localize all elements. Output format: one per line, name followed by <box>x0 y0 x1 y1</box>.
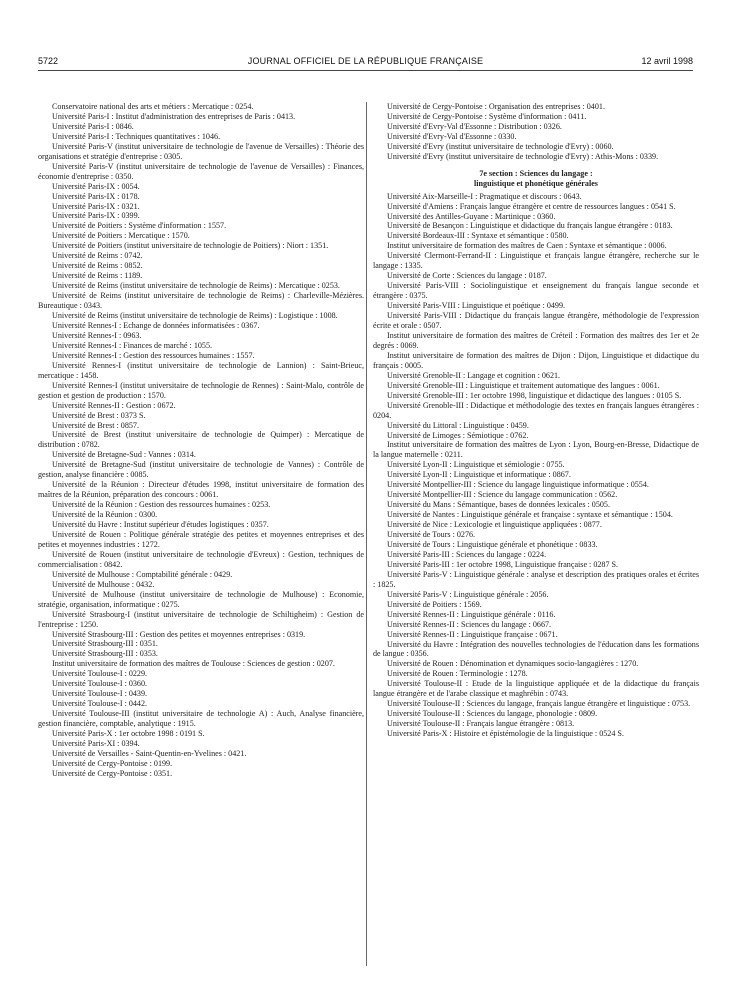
issue-date: 12 avril 1998 <box>641 56 693 66</box>
list-item: Université de la Réunion : 0300. <box>52 510 158 520</box>
journal-title: JOURNAL OFFICIEL DE LA RÉPUBLIQUE FRANÇAISE <box>247 56 484 66</box>
list-item: Université Paris-I : 0846. <box>52 121 134 131</box>
list-item: Université Montpellier-III : Science du langage communication : 0562. <box>387 490 618 500</box>
list-item: Université d'Evry (institut universitaire de technologie d'Evry) : 0060. <box>387 141 614 151</box>
list-item: Université Rennes-I (institut universitaire de technologie de Rennes) : Saint-Malo, contrôle de gestion et gestion de production : 1570. <box>38 380 364 400</box>
list-item: Université Toulouse-I : 0439. <box>52 689 148 699</box>
list-item: Université de Reims (institut universitaire de technologie de Reims) : Logistique : 1008. <box>52 311 338 321</box>
list-item: Université Paris-I : Institut d'administration des entreprises de Paris : 0413. <box>52 111 296 121</box>
list-item: Université Rennes-I : Finances de marché : 1055. <box>52 340 213 350</box>
list-item: Université Rennes-II : Linguistique générale : 0116. <box>387 609 556 619</box>
list-item: Université Rennes-I (institut universitaire de technologie de Lannion) : Saint-Brieuc, mercatique : 1458. <box>38 360 364 380</box>
list-item: Université de Reims : 0742. <box>52 251 143 261</box>
list-item: Université de Rouen : Dénomination et dynamiques socio-langagières : 1270. <box>387 659 639 669</box>
list-item: Université Lyon-II : Linguistique et sémiologie : 0755. <box>387 460 565 470</box>
list-item: Université du Havre : Institut supérieur d'études logistiques : 0357. <box>52 520 269 530</box>
list-item: Université d'Evry (institut universitaire de technologie d'Evry) : Athis-Mons : 0339. <box>387 151 659 161</box>
list-item: Université de Bretagne-Sud : Vannes : 0314. <box>52 450 196 460</box>
list-item: Université Paris-V : Linguistique générale : analyse et description des pratiques orales et écrites : 1825. <box>373 569 699 589</box>
list-item: Université Montpellier-III : Science du langage linguistique informatique : 0554. <box>387 480 649 490</box>
list-item: Université de Reims : 1189. <box>52 271 143 281</box>
list-item: Université de Cergy-Pontoise : Organisation des entreprises : 0401. <box>387 102 605 111</box>
list-item: Université de Cergy-Pontoise : 0351. <box>52 768 173 778</box>
list-item: Université de Rouen : Politique générale stratégie des petites et moyennes entreprises et des petites et moyennes industries : 1272. <box>38 529 364 549</box>
left-column <box>38 102 364 779</box>
list-item: Université de Cergy-Pontoise : Système d'information : 0411. <box>387 111 587 121</box>
list-item: Université Paris-VIII : Linguistique et poétique : 0499. <box>387 301 566 311</box>
list-item: Université Paris-III : 1er octobre 1998, Linguistique française : 0287 S. <box>387 559 619 569</box>
list-item: Université de Corte : Sciences du langage : 0187. <box>387 271 547 281</box>
list-item: Université de la Réunion : Directeur d'études 1998, institut universitaire de formation des maîtres de la Réunion, préparation des concours : 0061. <box>38 480 364 500</box>
list-item: Université de Nice : Lexicologie et linguistique appliquées : 0877. <box>387 520 602 530</box>
list-item: Université de Besançon : Linguistique et didactique du français langue étrangère : 0183. <box>387 221 673 231</box>
list-item: Université de Reims (institut universitaire de technologie de Reims) : Charleville-Mézières. Bureautique : 0343. <box>38 291 364 311</box>
list-item: Université d'Evry-Val d'Essonne : 0330. <box>387 131 517 141</box>
list-item: Université de Poitiers (institut universitaire de technologie de Poitiers) : Niort : 1351. <box>52 241 329 251</box>
list-item: Institut universitaire de formation des maîtres de Caen : Syntaxe et sémantique : 0006. <box>387 241 667 251</box>
list-item: Conservatoire national des arts et métiers : Mercatique : 0254. <box>52 102 254 111</box>
list-item: Université du Havre : Intégration des nouvelles technologies de l'éducation dans les formations de langue : 0356. <box>373 639 699 659</box>
list-item: Université Paris-V (institut universitaire de technologie de l'avenue de Versailles) : Finances, économie d'entreprise : 0350. <box>38 161 364 181</box>
list-item: Université Rennes-II : Gestion : 0672. <box>52 400 176 410</box>
list-item: Institut universitaire de formation des maîtres de Lyon : Lyon, Bourg-en-Bresse, Didactique de la langue maternelle : 0211. <box>373 440 699 460</box>
section-heading-line1: 7e section : Sciences du langage : <box>479 168 593 178</box>
list-item: Université Paris-III : Sciences du langage : 0224. <box>387 549 547 559</box>
list-item: Institut universitaire de formation des maîtres de Dijon : Dijon, Linguistique et didactique du français : 0005. <box>373 350 699 370</box>
list-item: Université Aix-Marseille-I : Pragmatique et discours : 0643. <box>387 191 582 201</box>
list-item: Université Toulouse-II : Sciences du langage, phonologie : 0809. <box>387 709 598 719</box>
list-item: Université d'Amiens : Français langue étrangère et centre de ressources langues : 0541 S. <box>387 201 676 211</box>
list-item: Université de Limoges : Sémiotique : 0762. <box>387 430 529 440</box>
page-header <box>38 56 693 70</box>
list-item: Université Paris-I : Techniques quantitatives : 1046. <box>52 131 221 141</box>
right-column-top-entries <box>373 102 699 162</box>
right-column <box>373 102 699 739</box>
list-item: Université Grenoble-III : 1er octobre 1998, linguistique et didactique des langues : 0105 S. <box>387 390 682 400</box>
list-item: Université Toulouse-II : Sciences du langage, français langue étrangère et linguistique : 0753. <box>387 699 691 709</box>
list-item: Université Paris-VIII : Didactique du français langue étrangère, méthodologie de l'expression écrite et orale : 0507. <box>373 311 699 331</box>
list-item: Université Paris-XI : 0394. <box>52 739 140 748</box>
list-item: Université de Brest (institut universitaire de technologie de Quimper) : Mercatique de distribution : 0782. <box>38 430 364 450</box>
list-item: Université Toulouse-I : 0360. <box>52 679 148 689</box>
list-item: Université de Bretagne-Sud (institut universitaire de technologie de Vannes) : Contrôle de gestion, analyse financière : 0085. <box>38 460 364 480</box>
list-item: Université de Cergy-Pontoise : 0199. <box>52 758 173 768</box>
list-item: Université de Brest : 0373 S. <box>52 410 146 420</box>
list-item: Université des Antilles-Guyane : Martinique : 0360. <box>387 211 556 221</box>
list-item: Université Grenoble-III : Linguistique et traitement automatique des langues : 0061. <box>387 380 660 390</box>
list-item: Université de Brest : 0857. <box>52 420 139 430</box>
list-item: Université Rennes-I : Gestion des ressources humaines : 1557. <box>52 350 255 360</box>
list-item: Université de Mulhouse : 0432. <box>52 579 155 589</box>
list-item: Université du Mans : Sémantique, bases de données lexicales : 0505. <box>387 500 610 510</box>
list-item: Université Grenoble-II : Langage et cognition : 0621. <box>387 370 561 380</box>
list-item: Université Toulouse-III (institut universitaire de technologie A) : Auch, Analyse financière, gestion financière, comptable, analytique : 1915. <box>38 709 364 729</box>
list-item: Université Rennes-I : 0963. <box>52 330 142 340</box>
list-item: Institut universitaire de formation des maîtres de Créteil : Formation des maîtres des 1er et 2e degrés : 0069. <box>373 330 699 350</box>
right-column-bottom-entries <box>373 192 699 739</box>
list-item: Université Paris-VIII : Sociolinguistique et enseignement du français langue seconde et étrangère : 0375. <box>373 281 699 301</box>
list-item: Université Paris-IX : 0321. <box>52 201 140 211</box>
list-item: Université Grenoble-III : Didactique et méthodologie des textes en français langues étrangères : 0204. <box>373 400 699 420</box>
list-item: Université Lyon-II : Linguistique et informatique : 0867. <box>387 470 571 480</box>
list-item: Université de Tours : 0276. <box>387 530 476 540</box>
list-item: Université Paris-X : 1er octobre 1998 : 0191 S. <box>52 729 205 739</box>
list-item: Université Paris-V : Linguistique générale : 2056. <box>387 589 549 599</box>
section-heading <box>373 169 699 189</box>
column-divider <box>366 102 367 966</box>
list-item: Université de Poitiers : 1569. <box>387 599 482 609</box>
list-item: Université de Reims : 0852. <box>52 261 143 271</box>
list-item: Université Strasbourg-III : 0353. <box>52 649 158 659</box>
list-item: Université Toulouse-II : Français langue étrangère : 0813. <box>387 719 575 729</box>
page-number: 5722 <box>38 56 59 66</box>
header-rule <box>38 70 693 71</box>
list-item: Université Strasbourg-III : 0351. <box>52 639 158 649</box>
list-item: Université Paris-V (institut universitaire de technologie de l'avenue de Versailles) : Théorie des organisations et stratégie d'entreprise : 0305. <box>38 141 364 161</box>
list-item: Université Clermont-Ferrand-II : Linguistique et français langue étrangère, recherche sur le langage : 1335. <box>373 251 699 271</box>
list-item: Université de Versailles - Saint-Quentin-en-Yvelines : 0421. <box>52 748 247 758</box>
list-item: Université Rennes-I : Echange de données informatisées : 0367. <box>52 320 260 330</box>
list-item: Université d'Evry-Val d'Essonne : Distribution : 0326. <box>387 121 562 131</box>
list-item: Université Toulouse-I : 0229. <box>52 669 148 679</box>
list-item: Université Rennes-II : Linguistique française : 0671. <box>387 629 558 639</box>
list-item: Université Paris-IX : 0054. <box>52 181 140 191</box>
list-item: Université de Mulhouse : Comptabilité générale : 0429. <box>52 569 233 579</box>
list-item: Université Toulouse-II : Etude de la linguistique appliquée et de la didactique du français langue étrangère et de l'arabe classique et maghrébin : 0743. <box>373 679 699 699</box>
list-item: Institut universitaire de formation des maîtres de Toulouse : Sciences de gestion : 0207. <box>52 659 335 669</box>
list-item: Université Rennes-II : Sciences du langage : 0667. <box>387 619 552 629</box>
list-item: Université Bordeaux-III : Syntaxe et sémantique : 0580. <box>387 231 569 241</box>
list-item: Université Strasbourg-III : Gestion des petites et moyennes entreprises : 0319. <box>52 629 306 639</box>
list-item: Université de la Réunion : Gestion des ressources humaines : 0253. <box>52 500 271 510</box>
list-item: Université Strasbourg-I (institut universitaire de technologie de Schiltigheim) : Gestion de l'entreprise : 1250. <box>38 609 364 629</box>
list-item: Université Paris-X : Histoire et épistémologie de la linguistique : 0524 S. <box>387 729 624 739</box>
list-item: Université de Rouen : Terminologie : 1278. <box>387 669 528 679</box>
list-item: Université de Mulhouse (institut universitaire de technologie de Mulhouse) : Economie, stratégie, organisation, informatique : 0275. <box>38 589 364 609</box>
list-item: Université de Reims (institut universitaire de technologie de Reims) : Mercatique : 0253. <box>52 281 340 291</box>
list-item: Université de Nantes : Linguistique générale et française : syntaxe et sémantique : 1504. <box>387 510 673 520</box>
list-item: Université de Poitiers : Mercatique : 1570. <box>52 231 190 241</box>
list-item: Université de Poitiers : Système d'information : 1557. <box>52 221 227 231</box>
list-item: Université Paris-IX : 0399. <box>52 211 140 221</box>
list-item: Université de Rouen (institut universitaire de technologie d'Evreux) : Gestion, techniques de commercialisation : 0842. <box>38 549 364 569</box>
section-heading-line2: linguistique et phonétique générales <box>474 178 598 188</box>
list-item: Université Paris-IX : 0178. <box>52 191 140 201</box>
list-item: Université du Littoral : Linguistique : 0459. <box>387 420 529 430</box>
list-item: Université Toulouse-I : 0442. <box>52 699 148 709</box>
list-item: Université de Tours : Linguistique générale et phonétique : 0833. <box>387 539 598 549</box>
